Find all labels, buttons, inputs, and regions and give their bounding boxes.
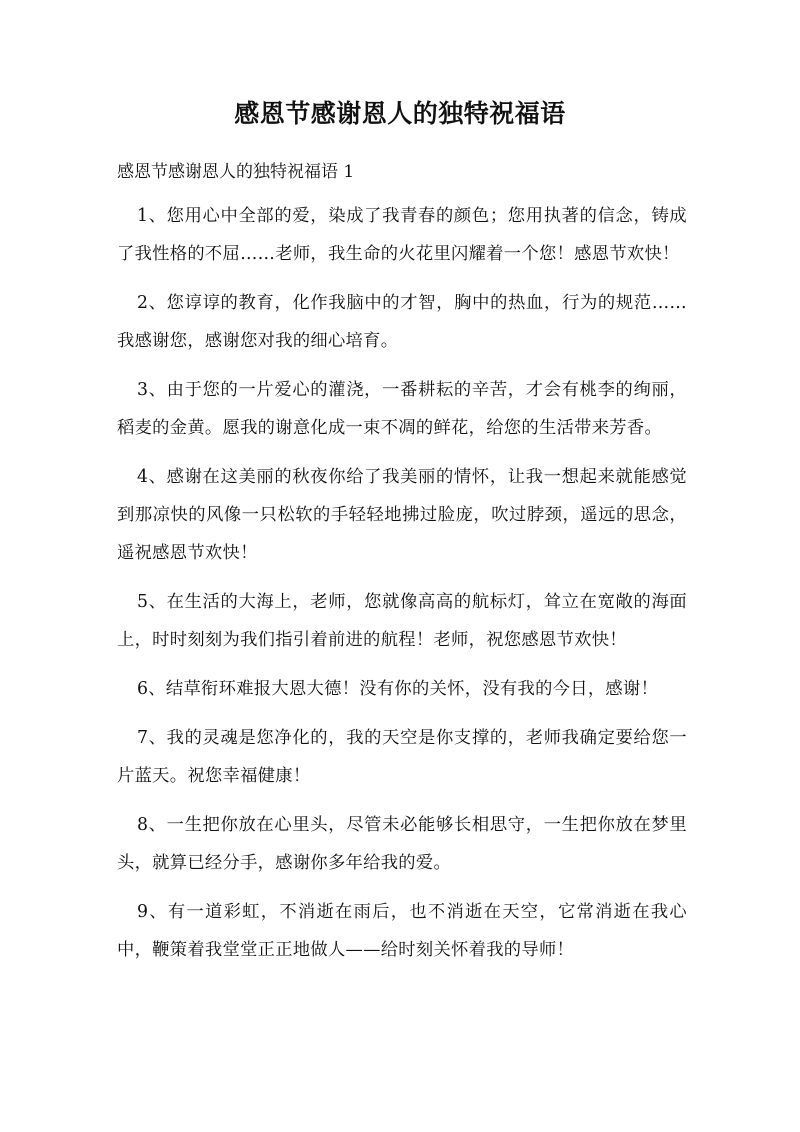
paragraph-list xyxy=(117,197,687,980)
paragraph-1: 1、您用心中全部的爱，染成了我青春的颜色；您用执著的信念，铸成了我性格的不屈……老师，我生命的火花里闪耀着一个您！感恩节欢快！ xyxy=(117,206,687,264)
paragraph-5: 5、在生活的大海上，老师，您就像高高的航标灯，耸立在宽敞的海面上，时时刻刻为我们指引着前进的航程！老师，祝您感恩节欢快！ xyxy=(117,592,687,650)
paragraph-3: 3、由于您的一片爱心的灌浇，一番耕耘的辛苦，才会有桃李的绚丽，稻麦的金黄。愿我的谢意化成一束不凋的鲜花，给您的生活带来芳香。 xyxy=(117,380,687,438)
paragraph-4: 4、感谢在这美丽的秋夜你给了我美丽的情怀，让我一想起来就能感觉到那凉快的风像一只松软的手轻轻地拂过脸庞，吹过脖颈，遥远的思念，遥祝感恩节欢快！ xyxy=(117,467,687,563)
section-subtitle: 感恩节感谢恩人的独特祝福语 1 xyxy=(117,162,355,182)
paragraph-6: 6、结草衔环难报大恩大德！没有你的关怀，没有我的今日，感谢！ xyxy=(137,679,659,699)
paragraph-2: 2、您谆谆的教育，化作我脑中的才智，胸中的热血，行为的规范……我感谢您，感谢您对我的细心培育。 xyxy=(117,293,687,351)
page-title: 感恩节感谢恩人的独特祝福语 xyxy=(234,99,566,128)
paragraph-8: 8、一生把你放在心里头，尽管未必能够长相思守，一生把你放在梦里头，就算已经分手，感谢你多年给我的爱。 xyxy=(117,815,687,873)
paragraph-7: 7、我的灵魂是您净化的，我的天空是你支撑的，老师我确定要给您一片蓝天。祝您幸福健康！ xyxy=(117,728,687,786)
paragraph-9: 9、有一道彩虹，不消逝在雨后，也不消逝在天空，它常消逝在我心中，鞭策着我堂堂正正地做人——给时刻关怀着我的导师！ xyxy=(117,902,687,960)
